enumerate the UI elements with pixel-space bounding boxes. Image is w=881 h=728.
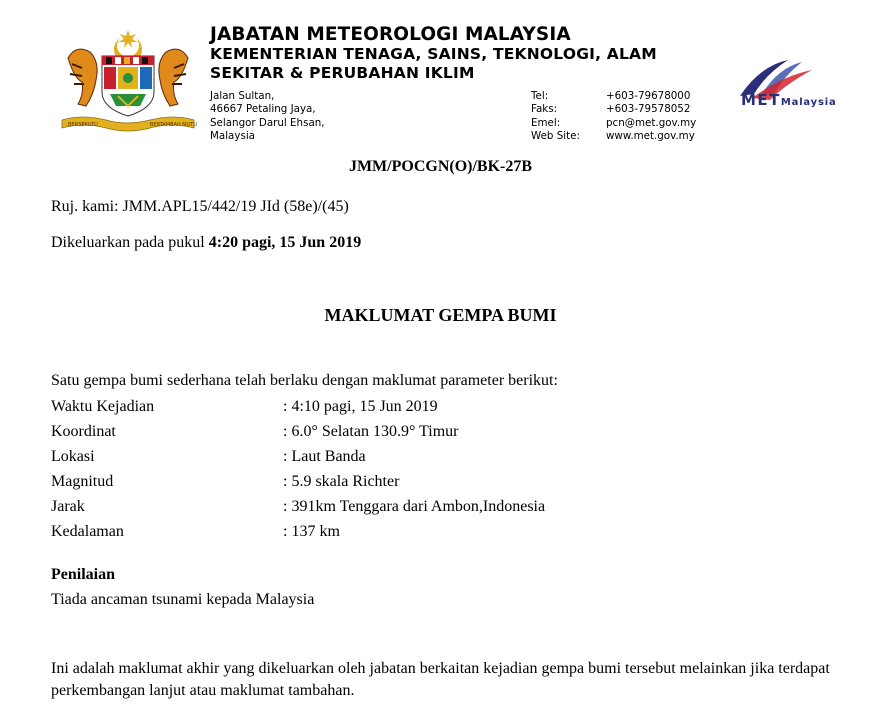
- contact-block: [531, 90, 696, 143]
- contact-value: www.met.gov.my: [606, 129, 695, 142]
- ministry-name-line2: SEKITAR & PERUBAHAN IKLIM: [210, 64, 475, 82]
- intro-text: Satu gempa bumi sederhana telah berlaku dengan maklumat parameter berikut:: [51, 372, 558, 389]
- met-logo-sub-text: Malaysia: [780, 97, 837, 108]
- contact-row-tel: [531, 90, 696, 103]
- agency-name: JABATAN METEOROLOGI MALAYSIA: [210, 24, 571, 45]
- contact-label: Tel:: [531, 90, 549, 102]
- parameter-row: [51, 522, 545, 547]
- coat-of-arms-logo: [58, 28, 198, 138]
- parameter-value: : 4:10 pagi, 15 Jun 2019: [283, 398, 438, 415]
- parameter-row: [51, 497, 545, 522]
- contact-value: +603-79678000: [606, 90, 691, 102]
- parameter-row: [51, 472, 545, 497]
- parameter-row: [51, 397, 545, 422]
- parameter-value: : 6.0° Selatan 130.9° Timur: [283, 423, 459, 440]
- parameter-label: Waktu Kejadian: [51, 398, 155, 415]
- address-line: 46667 Petaling Jaya,: [210, 103, 316, 116]
- parameter-label: Kedalaman: [51, 523, 124, 540]
- closing-note: Ini adalah maklumat akhir yang dikeluarkan oleh jabatan berkaitan kejadian gempa bumi tersebut melainkan jika terdapat perkembangan lanjut atau maklumat tambahan.: [51, 660, 830, 699]
- reference-code: JMM/POCGN(O)/BK-27B: [348, 158, 533, 175]
- parameter-value: : 391km Tenggara dari Ambon,Indonesia: [283, 498, 546, 515]
- parameter-value: : 137 km: [283, 523, 340, 540]
- reference-number: Ruj. kami: JMM.APL15/442/19 JId (58e)/(45): [51, 198, 349, 215]
- issued-time: 4:20 pagi, 15 Jun 2019: [208, 234, 362, 251]
- svg-text:BERTAMBAH MUTU: BERTAMBAH MUTU: [150, 122, 197, 128]
- document-title: MAKLUMAT GEMPA BUMI: [324, 305, 557, 325]
- parameter-value: : Laut Banda: [283, 448, 366, 465]
- contact-label: Emel:: [531, 116, 561, 129]
- address-line: Malaysia: [210, 129, 255, 142]
- contact-label: Faks:: [531, 103, 558, 116]
- assessment-heading: Penilaian: [51, 566, 116, 583]
- contact-row-website: [531, 130, 696, 143]
- parameter-label: Koordinat: [51, 423, 116, 440]
- address-line: Selangor Darul Ehsan,: [210, 116, 325, 129]
- parameter-label: Magnitud: [51, 473, 114, 490]
- assessment-text: Tiada ancaman tsunami kepada Malaysia: [51, 591, 315, 608]
- agency-name-block: [210, 24, 657, 83]
- contact-row-fax: [531, 103, 696, 116]
- met-logo-main-text: MET: [741, 91, 781, 109]
- parameter-label: Jarak: [51, 498, 85, 515]
- address-block: [210, 90, 325, 143]
- met-logo-text: [741, 90, 837, 109]
- contact-label: Web Site:: [531, 129, 580, 142]
- parameter-row: [51, 447, 545, 472]
- ministry-name-line1: KEMENTERIAN TENAGA, SAINS, TEKNOLOGI, ALAM: [210, 45, 657, 63]
- issued-at: [51, 234, 361, 252]
- parameter-label: Lokasi: [51, 448, 95, 465]
- contact-value: +603-79578052: [606, 103, 691, 116]
- issued-prefix: Dikeluarkan pada pukul: [51, 234, 209, 251]
- address-line: Jalan Sultan,: [210, 90, 275, 102]
- parameter-row: [51, 422, 545, 447]
- svg-text:BERSEKUTU: BERSEKUTU: [68, 122, 98, 128]
- contact-row-email: [531, 117, 696, 130]
- parameter-value: : 5.9 skala Richter: [283, 473, 400, 490]
- contact-value: pcn@met.gov.my: [606, 116, 697, 129]
- parameter-list: [51, 397, 545, 547]
